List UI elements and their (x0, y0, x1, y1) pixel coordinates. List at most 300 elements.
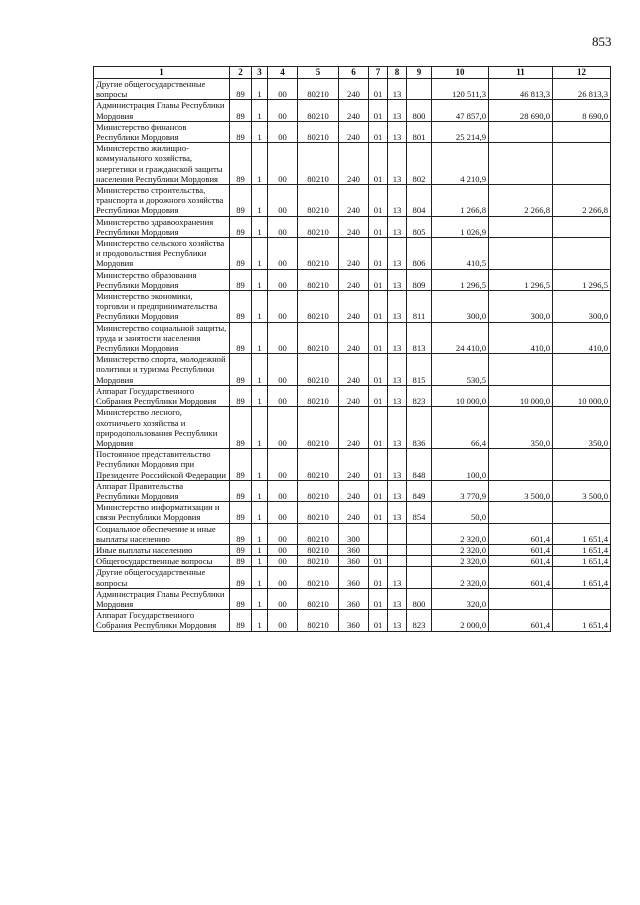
code-cell: 1 (252, 100, 268, 121)
amount-cell: 1 266,8 (432, 185, 489, 217)
code-cell: 240 (339, 269, 369, 290)
code-cell (369, 544, 388, 555)
code-cell: 89 (230, 544, 252, 555)
code-cell: 801 (407, 121, 432, 142)
code-cell: 240 (339, 79, 369, 100)
code-cell: 01 (369, 79, 388, 100)
code-cell: 01 (369, 588, 388, 609)
code-cell: 00 (268, 216, 298, 237)
column-header: 2 (230, 67, 252, 79)
amount-cell: 28 690,0 (489, 100, 553, 121)
code-cell: 01 (369, 480, 388, 501)
row-name-cell: Аппарат Правительства Республики Мордовия (94, 480, 230, 501)
code-cell: 80210 (298, 502, 339, 523)
row-name-cell: Министерство здравоохранения Республики Мордовия (94, 216, 230, 237)
amount-cell: 300,0 (553, 291, 611, 323)
code-cell: 1 (252, 544, 268, 555)
amount-cell (553, 238, 611, 270)
amount-cell: 46 813,3 (489, 79, 553, 100)
table-row (94, 291, 611, 323)
code-cell: 89 (230, 610, 252, 631)
row-name-cell: Социальное обеспечение и иные выплаты населению (94, 523, 230, 544)
code-cell: 1 (252, 502, 268, 523)
code-cell: 80210 (298, 556, 339, 567)
code-cell: 13 (388, 121, 407, 142)
code-cell: 360 (339, 544, 369, 555)
row-name-cell: Другие общегосударственные вопросы (94, 79, 230, 100)
amount-cell: 601,4 (489, 523, 553, 544)
amount-cell: 1 296,5 (489, 269, 553, 290)
code-cell: 13 (388, 216, 407, 237)
code-cell: 13 (388, 100, 407, 121)
row-name-cell: Министерство информатизации и связи Республики Мордовия (94, 502, 230, 523)
row-name-cell: Администрация Главы Республики Мордовия (94, 100, 230, 121)
table-row (94, 121, 611, 142)
code-cell: 240 (339, 407, 369, 449)
code-cell: 240 (339, 238, 369, 270)
code-cell: 89 (230, 238, 252, 270)
code-cell: 240 (339, 216, 369, 237)
code-cell: 1 (252, 354, 268, 386)
table-row (94, 385, 611, 406)
code-cell: 80210 (298, 121, 339, 142)
code-cell: 01 (369, 322, 388, 354)
code-cell: 80210 (298, 269, 339, 290)
code-cell: 00 (268, 354, 298, 386)
amount-cell: 3 770,9 (432, 480, 489, 501)
table-row (94, 449, 611, 481)
code-cell: 01 (369, 407, 388, 449)
code-cell: 89 (230, 216, 252, 237)
column-header: 8 (388, 67, 407, 79)
code-cell: 80210 (298, 216, 339, 237)
amount-cell: 26 813,3 (553, 79, 611, 100)
code-cell: 13 (388, 185, 407, 217)
code-cell: 13 (388, 291, 407, 323)
code-cell: 1 (252, 238, 268, 270)
code-cell: 89 (230, 291, 252, 323)
column-header: 5 (298, 67, 339, 79)
code-cell: 80210 (298, 238, 339, 270)
amount-cell: 601,4 (489, 544, 553, 555)
code-cell: 815 (407, 354, 432, 386)
table-row (94, 502, 611, 523)
code-cell: 00 (268, 121, 298, 142)
column-header: 12 (553, 67, 611, 79)
code-cell: 13 (388, 502, 407, 523)
code-cell: 80210 (298, 385, 339, 406)
code-cell: 800 (407, 100, 432, 121)
column-header: 7 (369, 67, 388, 79)
code-cell: 1 (252, 449, 268, 481)
code-cell: 01 (369, 610, 388, 631)
code-cell: 360 (339, 610, 369, 631)
table-row (94, 567, 611, 588)
code-cell: 01 (369, 556, 388, 567)
code-cell (407, 79, 432, 100)
code-cell: 13 (388, 79, 407, 100)
column-header: 11 (489, 67, 553, 79)
row-name-cell: Общегосударственные вопросы (94, 556, 230, 567)
code-cell: 89 (230, 449, 252, 481)
budget-table (93, 66, 611, 632)
code-cell: 89 (230, 79, 252, 100)
amount-cell: 66,4 (432, 407, 489, 449)
code-cell: 1 (252, 556, 268, 567)
code-cell: 89 (230, 100, 252, 121)
code-cell: 811 (407, 291, 432, 323)
table-row (94, 100, 611, 121)
code-cell: 01 (369, 269, 388, 290)
code-cell: 805 (407, 216, 432, 237)
code-cell: 80210 (298, 544, 339, 555)
code-cell (407, 567, 432, 588)
code-cell: 1 (252, 567, 268, 588)
amount-cell: 1 651,4 (553, 567, 611, 588)
code-cell: 01 (369, 185, 388, 217)
code-cell: 823 (407, 610, 432, 631)
code-cell (407, 544, 432, 555)
amount-cell: 2 266,8 (489, 185, 553, 217)
amount-cell (489, 588, 553, 609)
code-cell: 1 (252, 185, 268, 217)
code-cell (369, 523, 388, 544)
code-cell: 00 (268, 567, 298, 588)
amount-cell: 601,4 (489, 556, 553, 567)
row-name-cell: Аппарат Государственного Собрания Республики Мордовия (94, 385, 230, 406)
code-cell: 1 (252, 269, 268, 290)
code-cell: 240 (339, 322, 369, 354)
amount-cell: 8 690,0 (553, 100, 611, 121)
code-cell: 240 (339, 480, 369, 501)
code-cell: 240 (339, 449, 369, 481)
amount-cell: 2 320,0 (432, 523, 489, 544)
code-cell: 00 (268, 480, 298, 501)
amount-cell (553, 216, 611, 237)
amount-cell: 530,5 (432, 354, 489, 386)
code-cell: 89 (230, 354, 252, 386)
amount-cell (489, 121, 553, 142)
code-cell: 360 (339, 556, 369, 567)
code-cell: 80210 (298, 79, 339, 100)
amount-cell (553, 143, 611, 185)
code-cell: 1 (252, 523, 268, 544)
code-cell: 01 (369, 143, 388, 185)
table-row (94, 143, 611, 185)
code-cell: 240 (339, 385, 369, 406)
table-row (94, 544, 611, 555)
code-cell: 240 (339, 354, 369, 386)
code-cell: 01 (369, 354, 388, 386)
code-cell: 80210 (298, 567, 339, 588)
code-cell: 13 (388, 449, 407, 481)
amount-cell: 1 651,4 (553, 523, 611, 544)
code-cell: 80210 (298, 100, 339, 121)
code-cell: 1 (252, 407, 268, 449)
amount-cell: 601,4 (489, 610, 553, 631)
code-cell: 1 (252, 322, 268, 354)
table-row (94, 354, 611, 386)
amount-cell: 410,0 (553, 322, 611, 354)
code-cell: 13 (388, 588, 407, 609)
table-row (94, 588, 611, 609)
code-cell: 240 (339, 291, 369, 323)
amount-cell: 300,0 (432, 291, 489, 323)
column-header: 9 (407, 67, 432, 79)
code-cell: 1 (252, 610, 268, 631)
code-cell: 00 (268, 269, 298, 290)
table-row (94, 556, 611, 567)
amount-cell: 300,0 (489, 291, 553, 323)
code-cell: 89 (230, 269, 252, 290)
column-header: 10 (432, 67, 489, 79)
amount-cell: 2 320,0 (432, 556, 489, 567)
amount-cell: 1 651,4 (553, 544, 611, 555)
code-cell: 00 (268, 322, 298, 354)
amount-cell: 47 857,0 (432, 100, 489, 121)
amount-cell (553, 449, 611, 481)
amount-cell: 120 511,3 (432, 79, 489, 100)
code-cell: 1 (252, 291, 268, 323)
amount-cell: 2 320,0 (432, 544, 489, 555)
row-name-cell: Аппарат Государственного Собрания Республики Мордовия (94, 610, 230, 631)
code-cell: 00 (268, 100, 298, 121)
table-row (94, 185, 611, 217)
code-cell: 80210 (298, 185, 339, 217)
code-cell: 00 (268, 610, 298, 631)
amount-cell: 350,0 (553, 407, 611, 449)
amount-cell: 1 651,4 (553, 610, 611, 631)
code-cell: 89 (230, 567, 252, 588)
amount-cell (489, 238, 553, 270)
table-row (94, 269, 611, 290)
code-cell: 80210 (298, 588, 339, 609)
code-cell: 00 (268, 385, 298, 406)
code-cell: 00 (268, 143, 298, 185)
code-cell: 80210 (298, 322, 339, 354)
code-cell: 1 (252, 121, 268, 142)
column-header: 1 (94, 67, 230, 79)
code-cell: 806 (407, 238, 432, 270)
row-name-cell: Министерство образования Республики Мордовия (94, 269, 230, 290)
code-cell: 01 (369, 216, 388, 237)
amount-cell: 3 500,0 (553, 480, 611, 501)
code-cell (407, 523, 432, 544)
code-cell: 1 (252, 385, 268, 406)
code-cell: 01 (369, 449, 388, 481)
code-cell: 00 (268, 291, 298, 323)
amount-cell (489, 449, 553, 481)
row-name-cell: Министерство спорта, молодежной политики и туризма Республики Мордовия (94, 354, 230, 386)
code-cell: 360 (339, 567, 369, 588)
code-cell: 849 (407, 480, 432, 501)
code-cell (388, 556, 407, 567)
code-cell (388, 523, 407, 544)
amount-cell: 410,5 (432, 238, 489, 270)
code-cell: 00 (268, 449, 298, 481)
row-name-cell: Министерство финансов Республики Мордовия (94, 121, 230, 142)
code-cell: 00 (268, 523, 298, 544)
amount-cell (489, 354, 553, 386)
amount-cell: 10 000,0 (489, 385, 553, 406)
code-cell: 80210 (298, 480, 339, 501)
code-cell: 89 (230, 407, 252, 449)
code-cell: 89 (230, 185, 252, 217)
code-cell: 01 (369, 385, 388, 406)
amount-cell (553, 502, 611, 523)
amount-cell: 1 651,4 (553, 556, 611, 567)
column-header: 3 (252, 67, 268, 79)
code-cell: 00 (268, 238, 298, 270)
code-cell: 01 (369, 291, 388, 323)
code-cell: 813 (407, 322, 432, 354)
code-cell: 80210 (298, 523, 339, 544)
amount-cell: 2 320,0 (432, 567, 489, 588)
code-cell: 89 (230, 143, 252, 185)
table-header-row (94, 67, 611, 79)
amount-cell (553, 588, 611, 609)
code-cell: 13 (388, 238, 407, 270)
code-cell: 13 (388, 480, 407, 501)
table-row (94, 79, 611, 100)
amount-cell: 350,0 (489, 407, 553, 449)
amount-cell: 10 000,0 (553, 385, 611, 406)
amount-cell: 24 410,0 (432, 322, 489, 354)
code-cell: 89 (230, 121, 252, 142)
table-row (94, 523, 611, 544)
page-number: 853 (592, 34, 612, 49)
code-cell: 854 (407, 502, 432, 523)
table-row (94, 322, 611, 354)
code-cell: 80210 (298, 610, 339, 631)
code-cell: 1 (252, 79, 268, 100)
code-cell: 00 (268, 588, 298, 609)
code-cell: 80210 (298, 407, 339, 449)
code-cell: 01 (369, 100, 388, 121)
amount-cell: 410,0 (489, 322, 553, 354)
row-name-cell: Министерство лесного, охотничьего хозяйства и природопользования Республики Мордовия (94, 407, 230, 449)
amount-cell: 50,0 (432, 502, 489, 523)
code-cell: 80210 (298, 354, 339, 386)
row-name-cell: Иные выплаты населению (94, 544, 230, 555)
code-cell: 1 (252, 143, 268, 185)
code-cell: 00 (268, 79, 298, 100)
code-cell: 1 (252, 216, 268, 237)
amount-cell: 1 296,5 (432, 269, 489, 290)
row-name-cell: Министерство сельского хозяйства и продовольствия Республики Мордовия (94, 238, 230, 270)
amount-cell: 100,0 (432, 449, 489, 481)
code-cell: 01 (369, 567, 388, 588)
code-cell: 01 (369, 121, 388, 142)
column-header: 4 (268, 67, 298, 79)
code-cell: 89 (230, 523, 252, 544)
code-cell: 13 (388, 143, 407, 185)
table-row (94, 216, 611, 237)
code-cell: 13 (388, 385, 407, 406)
code-cell: 823 (407, 385, 432, 406)
amount-cell (553, 354, 611, 386)
code-cell: 89 (230, 588, 252, 609)
code-cell: 00 (268, 502, 298, 523)
row-name-cell: Министерство строительства, транспорта и дорожного хозяйства Республики Мордовия (94, 185, 230, 217)
amount-cell: 601,4 (489, 567, 553, 588)
amount-cell (489, 502, 553, 523)
code-cell: 13 (388, 322, 407, 354)
code-cell (407, 556, 432, 567)
code-cell: 848 (407, 449, 432, 481)
amount-cell: 320,0 (432, 588, 489, 609)
code-cell: 804 (407, 185, 432, 217)
code-cell: 01 (369, 502, 388, 523)
amount-cell: 25 214,9 (432, 121, 489, 142)
code-cell: 240 (339, 143, 369, 185)
row-name-cell: Постоянное представительство Республики Мордовия при Президенте Российской Федерации (94, 449, 230, 481)
code-cell: 240 (339, 185, 369, 217)
code-cell: 360 (339, 588, 369, 609)
code-cell: 00 (268, 556, 298, 567)
amount-cell: 10 000,0 (432, 385, 489, 406)
code-cell: 00 (268, 407, 298, 449)
code-cell: 300 (339, 523, 369, 544)
code-cell: 240 (339, 502, 369, 523)
amount-cell: 1 026,9 (432, 216, 489, 237)
code-cell: 13 (388, 354, 407, 386)
code-cell: 240 (339, 100, 369, 121)
row-name-cell: Министерство жилищно-коммунального хозяйства, энергетики и гражданской защиты населения Республики Мордовия (94, 143, 230, 185)
amount-cell (489, 143, 553, 185)
code-cell: 1 (252, 480, 268, 501)
code-cell: 809 (407, 269, 432, 290)
code-cell: 89 (230, 502, 252, 523)
code-cell: 89 (230, 556, 252, 567)
code-cell: 13 (388, 610, 407, 631)
amount-cell: 1 296,5 (553, 269, 611, 290)
code-cell: 80210 (298, 449, 339, 481)
amount-cell: 3 500,0 (489, 480, 553, 501)
code-cell: 802 (407, 143, 432, 185)
row-name-cell: Администрация Главы Республики Мордовия (94, 588, 230, 609)
code-cell: 89 (230, 385, 252, 406)
code-cell: 80210 (298, 291, 339, 323)
code-cell: 13 (388, 269, 407, 290)
code-cell: 00 (268, 185, 298, 217)
column-header: 6 (339, 67, 369, 79)
row-name-cell: Другие общегосударственные вопросы (94, 567, 230, 588)
code-cell (388, 544, 407, 555)
code-cell: 240 (339, 121, 369, 142)
row-name-cell: Министерство экономики, торговли и предпринимательства Республики Мордовия (94, 291, 230, 323)
code-cell: 800 (407, 588, 432, 609)
code-cell: 836 (407, 407, 432, 449)
table-row (94, 407, 611, 449)
code-cell: 89 (230, 480, 252, 501)
code-cell: 00 (268, 544, 298, 555)
code-cell: 80210 (298, 143, 339, 185)
amount-cell: 2 000,0 (432, 610, 489, 631)
table-row (94, 238, 611, 270)
amount-cell: 2 266,8 (553, 185, 611, 217)
code-cell: 89 (230, 322, 252, 354)
code-cell: 01 (369, 238, 388, 270)
code-cell: 1 (252, 588, 268, 609)
code-cell: 13 (388, 407, 407, 449)
table-row (94, 610, 611, 631)
row-name-cell: Министерство социальной защиты, труда и занятости населения Республики Мордовия (94, 322, 230, 354)
code-cell: 13 (388, 567, 407, 588)
amount-cell (553, 121, 611, 142)
amount-cell (489, 216, 553, 237)
amount-cell: 4 210,9 (432, 143, 489, 185)
